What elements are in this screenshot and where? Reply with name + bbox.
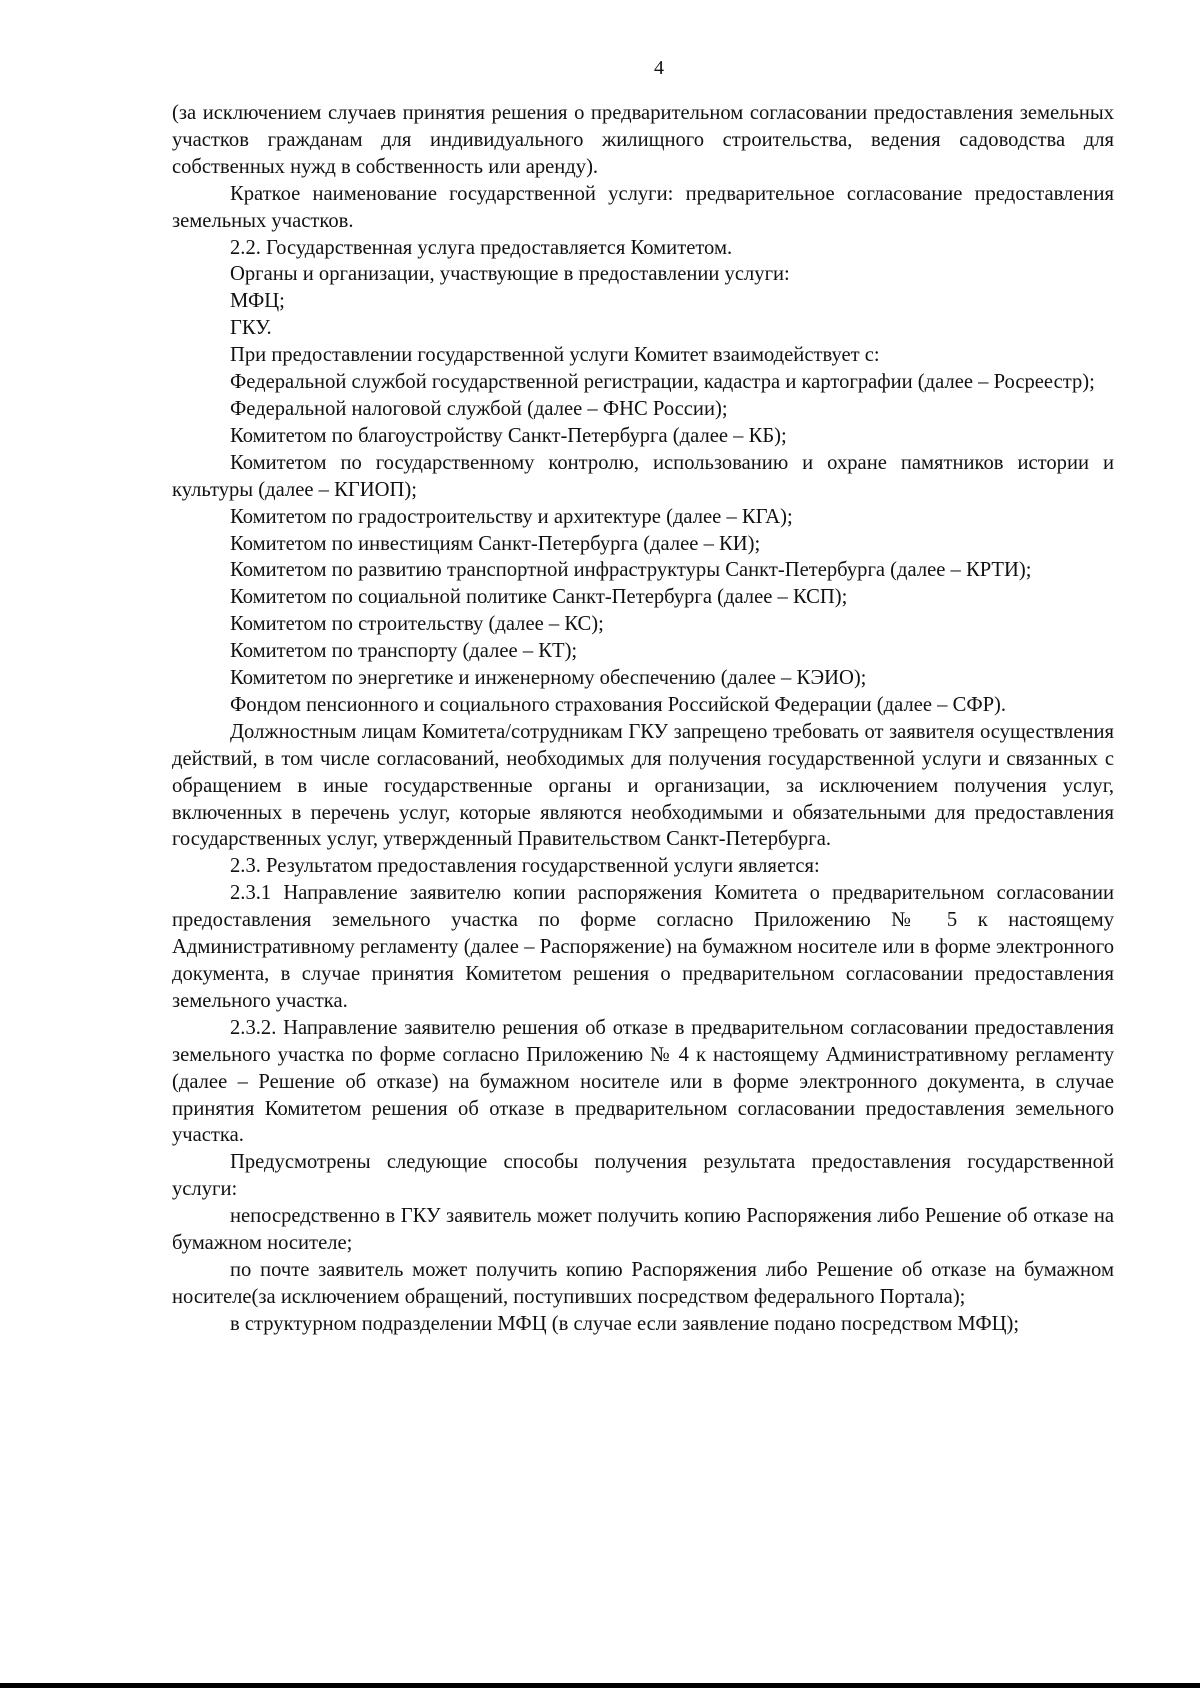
bottom-border-line [0,1683,1200,1688]
paragraph-2-2: 2.2. Государственная услуга предоставляется Комитетом. [230,236,733,259]
list-item-kb: Комитетом по благоустройству Санкт-Петербурга (далее – КБ); [230,424,787,447]
list-item-kt: Комитетом по транспорту (далее – КТ); [230,640,578,663]
paragraph-result-methods-intro: Предусмотрены следующие способы получения результата предоставления государственной услуги: [172,1151,1114,1201]
paragraph-participants-intro: Органы и организации, участвующие в предоставлении услуги: [230,263,790,286]
list-item-method-post: по почте заявитель может получить копию Распоряжения либо Решение об отказе на бумажном носителе(за исключением обращений, поступивших посредством федерального Портала); [172,1258,1114,1308]
paragraph-exceptions: (за исключением случаев принятия решения о предварительном согласовании предоставления земельных участков гражданам для индивидуального жилищного строительства, ведения садоводства для собственных нужд в собственность или аренду). [172,102,1114,178]
paragraph-2-3: 2.3. Результатом предоставления государственной услуги является: [230,855,820,878]
page-number: 4 [654,57,664,79]
paragraph-2-3-1: 2.3.1 Направление заявителю копии распоряжения Комитета о предварительном согласовании предоставления земельного участка по форме согласно Приложению № 5 к настоящему Административному регламенту (далее – Распоряжение) на бумажном носителе или в форме электронного документа, в случае принятия Комитетом решения о предварительном согласовании предоставления земельного участка. [172,882,1114,1012]
paragraph-prohibition: Должностным лицам Комитета/сотрудникам ГКУ запрещено требовать от заявителя осуществления действий, в том числе согласований, необходимых для получения государственной услуги и связанных с обращением в иные государственные органы и организации, за исключением получения услуг, включенных в перечень услуг, которые являются необходимыми и обязательными для предоставления государственных услуг, утвержденный Правительством Санкт-Петербурга. [172,720,1114,851]
list-item-sfr: Фондом пенсионного и социального страхования Российской Федерации (далее – СФР). [230,693,1007,716]
paragraph-interaction-intro: При предоставлении государственной услуги Комитет взаимодействует с: [230,344,880,367]
document-body [172,100,1114,1338]
list-item-keio: Комитетом по энергетике и инженерному обеспечению (далее – КЭИО); [230,667,867,690]
list-item-ki: Комитетом по инвестициям Санкт-Петербурга (далее – КИ); [230,532,761,555]
list-item-krti: Комитетом по развитию транспортной инфраструктуры Санкт-Петербурга (далее – КРТИ); [230,559,1032,582]
list-item-ksp: Комитетом по социальной политике Санкт-Петербурга (далее – КСП); [230,586,848,609]
list-item-kga: Комитетом по градостроительству и архитектуре (далее – КГА); [230,505,793,528]
list-item-method-gku: непосредственно в ГКУ заявитель может получить копию Распоряжения либо Решение об отказе на бумажном носителе; [172,1205,1114,1255]
list-item-rosreestr: Федеральной службой государственной регистрации, кадастра и картографии (далее – Росреестр); [230,371,1095,394]
list-item-kgiop: Комитетом по государственному контролю, использованию и охране памятников истории и культуры (далее – КГИОП); [172,451,1114,501]
paragraph-short-name: Краткое наименование государственной услуги: предварительное согласование предоставления земельных участков. [172,182,1114,232]
list-item-fns: Федеральной налоговой службой (далее – ФНС России); [230,397,728,420]
list-item-ks: Комитетом по строительству (далее – КС); [230,613,604,636]
list-item-method-mfc: в структурном подразделении МФЦ (в случае если заявление подано посредством МФЦ); [230,1312,1020,1335]
paragraph-2-3-2: 2.3.2. Направление заявителю решения об отказе в предварительном согласовании предоставления земельного участка по форме согласно Приложению № 4 к настоящему Административному регламенту (далее – Решение об отказе) на бумажном носителе или в форме электронного документа, в случае принятия Комитетом решения об отказе в предварительном согласовании предоставления земельного участка. [172,1016,1114,1147]
list-item-gku: ГКУ. [230,317,272,340]
list-item-mfc: МФЦ; [230,290,285,313]
